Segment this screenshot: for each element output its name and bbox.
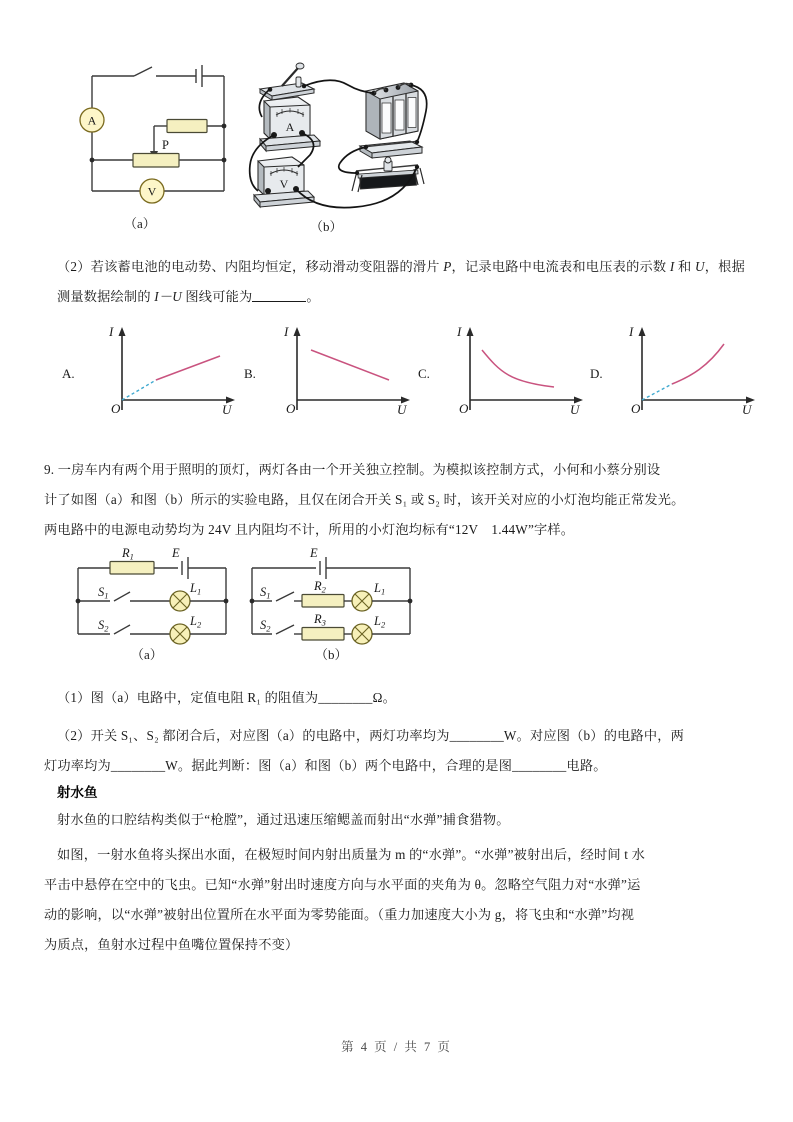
label-s2-a: $S_2$ <box>98 618 109 634</box>
q8-symbol-u: U <box>694 259 705 274</box>
option-b-xlabel: U <box>397 402 407 417</box>
q8-part2-mid2: 和 <box>674 259 695 274</box>
question9-stem-line1: 9. 一房车内有两个用于照明的顶灯，两灯各由一个开关独立控制。为模拟该控制方式，小何和小蔡分别设 <box>44 462 661 477</box>
archerfish-line1: 射水鱼的口腔结构类似于“枪膛”，通过迅速压缩鳃盖而射出“水弹”捕食猎物。 <box>57 812 510 827</box>
option-d-xlabel: U <box>742 402 752 417</box>
option-d-key: D. <box>590 366 603 381</box>
option-a-origin: O <box>111 401 121 416</box>
figure-8b-apparatus-illustration <box>236 55 436 215</box>
question9-part2-line2: 灯功率均为________W。据此判断：图（a）和图（b）两个电路中，合理的是图________电路。 <box>44 758 607 773</box>
figure-9b-caption: （b） <box>315 647 348 662</box>
option-c-key: C. <box>418 366 430 381</box>
voltmeter-photo-label: V <box>279 177 289 191</box>
label-l2-b: $L_2$ <box>374 614 386 630</box>
option-b-graph <box>275 322 415 417</box>
figure-8a-schematic <box>78 58 238 208</box>
q8-part2-tail: 图线可能为 <box>181 289 253 304</box>
label-s2-b: $S_2$ <box>260 618 271 634</box>
label-l1-a: $L_1$ <box>190 581 202 597</box>
question8-part2-text <box>57 252 745 312</box>
q8-part2-lead: （2）若该蓄电池的电动势、内阻均恒定，移动滑动变阻器的滑片 <box>57 259 444 274</box>
q8-part2-end: 。 <box>306 289 320 304</box>
battery-bank-illustration <box>366 83 418 139</box>
figure-9a-circuit <box>66 546 246 650</box>
ammeter-illustration <box>260 97 320 151</box>
archerfish-heading: 射水鱼 <box>57 785 98 800</box>
option-b-key: B. <box>244 366 256 381</box>
slider-label: P <box>162 138 169 152</box>
label-e-b: E <box>310 546 318 560</box>
option-d-graph <box>620 322 760 417</box>
label-r1: $R_1$ <box>122 546 134 562</box>
question9-part1-text: （1）图（a）电路中，定值电阻 R₁ 的阻值为________Ω。 <box>57 690 396 705</box>
label-l1-b: $L_1$ <box>374 581 386 597</box>
option-a-key: A. <box>62 366 75 381</box>
option-c-xlabel: U <box>570 402 580 417</box>
ammeter-label: A <box>87 113 97 128</box>
q8-part2-mid3: ，根据测量数据绘制的 <box>57 259 745 304</box>
archerfish-line5: 为质点，鱼射水过程中鱼嘴位置保持不变） <box>44 937 299 952</box>
q8-answer-blank[interactable] <box>252 288 306 302</box>
option-c-origin: O <box>459 401 469 416</box>
q8-part2-mid: ，记录电路中电流表和电压表的示数 <box>451 259 670 274</box>
option-c-graph <box>448 322 588 417</box>
label-e-a: E <box>172 546 180 560</box>
question9-stem-line3: 两电路中的电源电动势均为 24V 且内阻均不计，所用的小灯泡均标有“12V 1.44W”字样。 <box>44 522 575 537</box>
label-s1-b: $S_1$ <box>260 585 271 601</box>
page-footer: 第 4 页 / 共 7 页 <box>341 1040 452 1054</box>
figure-8b-caption: （b） <box>310 219 343 234</box>
q8-symbol-p: P <box>443 259 452 274</box>
option-d-ylabel: I <box>629 324 634 339</box>
option-b-ylabel: I <box>284 324 289 339</box>
label-r2: $R_2$ <box>314 579 326 595</box>
archerfish-line3: 平击中悬停在空中的飞虫。已知“水弹”射出时速度方向与水平面的夹角为 θ。忽略空气阻力对“水弹”运 <box>44 877 641 892</box>
archerfish-line2: 如图，一射水鱼将头探出水面，在极短时间内射出质量为 m 的“水弹”。“水弹”被射出后，经时间 t 水 <box>57 847 646 862</box>
label-s1-a: $S_1$ <box>98 585 109 601</box>
resistance-board-illustration <box>360 140 422 158</box>
option-a-xlabel: U <box>222 402 232 417</box>
option-a-ylabel: I <box>109 324 114 339</box>
option-b-origin: O <box>286 401 296 416</box>
figure-9a-caption: （a） <box>131 647 163 662</box>
q8-symbol-iu: I－U <box>154 289 182 304</box>
question9-part2-line1: （2）开关 S₁、S₂ 都闭合后，对应图（a）的电路中，两灯功率均为________W。对应图（b）的电路中，两 <box>57 728 685 743</box>
q8-symbol-i: I <box>669 259 675 274</box>
knife-switch-illustration <box>260 63 314 100</box>
label-r3: $R_3$ <box>314 612 326 628</box>
figure-8a-caption: （a） <box>124 216 156 231</box>
figure-9b-circuit <box>240 546 430 650</box>
option-c-ylabel: I <box>457 324 462 339</box>
option-d-origin: O <box>631 401 641 416</box>
question9-stem-line2: 计了如图（a）和图（b）所示的实验电路，且仅在闭合开关 S₁ 或 S₂ 时，该开关对应的小灯泡均能正常发光。 <box>44 492 685 507</box>
ammeter-photo-label: A <box>285 120 295 134</box>
voltmeter-label: V <box>147 184 157 199</box>
option-a-graph <box>100 322 240 417</box>
voltmeter-illustration <box>254 157 314 207</box>
label-l2-a: $L_2$ <box>190 614 202 630</box>
archerfish-line4: 动的影响，以“水弹”被射出位置所在水平面为零势能面。（重力加速度大小为 g，将飞虫和“水弹”均视 <box>44 907 635 922</box>
